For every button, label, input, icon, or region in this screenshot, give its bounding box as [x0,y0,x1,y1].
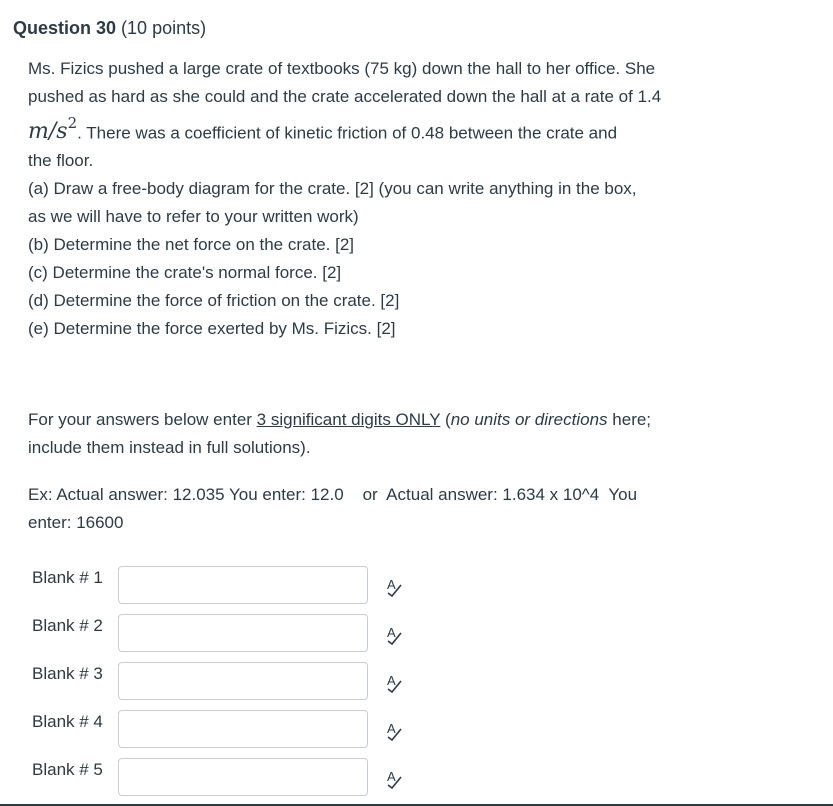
problem-line-3: $m/s^2$. There was a coefficient of kinetic friction of 0.48 between the crate and [28,114,618,145]
spellcheck-icon[interactable] [384,768,406,790]
example-text [28,481,788,537]
problem-line-1: Ms. Fizics pushed a large crate of textbooks (75 kg) down the hall to her office. She [28,59,656,78]
spellcheck-icon[interactable] [384,624,406,646]
part-c: (c) Determine the crate's normal force. [2] [28,263,342,283]
sig-digits-emphasis: 3 significant digits ONLY [256,410,441,429]
blank-input-5[interactable] [118,758,368,796]
example-line-1: Ex: Actual answer: 12.035 You enter: 12.0 or Actual answer: 1.634 x 10^4 You [28,485,638,504]
question-header [13,18,206,39]
blank-label-3: Blank # 3 [32,664,103,683]
blank-row-5 [32,758,432,800]
blank-input-1[interactable] [118,566,368,604]
blank-row-4 [32,710,432,752]
svg-text:A: A [387,769,396,784]
spellcheck-icon[interactable] [384,720,406,742]
svg-text:A: A [387,673,396,688]
example-line-2: enter: 16600 [28,513,124,532]
part-b: (b) Determine the net force on the crate. [2] [28,235,354,255]
blank-row-2 [32,614,432,656]
blank-label-1: Blank # 1 [32,568,103,587]
instructions-line-1: For your answers below enter 3 significant digits ONLY (no units or directions here; [28,410,652,429]
part-d: (d) Determine the force of friction on the crate. [2] [28,291,400,311]
svg-text:A: A [387,577,396,592]
spellcheck-icon[interactable] [384,672,406,694]
question-points: (10 points) [121,18,207,38]
answer-instructions [28,406,788,462]
part-a-line-2: as we will have to refer to your written work) [28,207,359,227]
acceleration-unit: $m/s^2$ [28,114,78,145]
blank-row-1 [32,566,432,608]
part-a-line-1: (a) Draw a free-body diagram for the crate. [2] (you can write anything in the box, [28,179,637,199]
question-title: Question 30 [13,18,117,38]
part-e: (e) Determine the force exerted by Ms. Fizics. [2] [28,319,396,339]
blank-input-2[interactable] [118,614,368,652]
svg-text:A: A [387,721,396,736]
blank-input-3[interactable] [118,662,368,700]
svg-text:A: A [387,625,396,640]
blank-label-2: Blank # 2 [32,616,103,635]
blank-label-5: Blank # 5 [32,760,103,779]
blank-row-3 [32,662,432,704]
problem-line-4: the floor. [28,151,94,171]
blank-label-4: Blank # 4 [32,712,103,731]
question-text [28,55,788,343]
blank-input-4[interactable] [118,710,368,748]
problem-line-2: pushed as hard as she could and the crate accelerated down the hall at a rate of 1.4 [28,87,662,106]
spellcheck-icon[interactable] [384,576,406,598]
instructions-line-2: include them instead in full solutions). [28,438,311,457]
